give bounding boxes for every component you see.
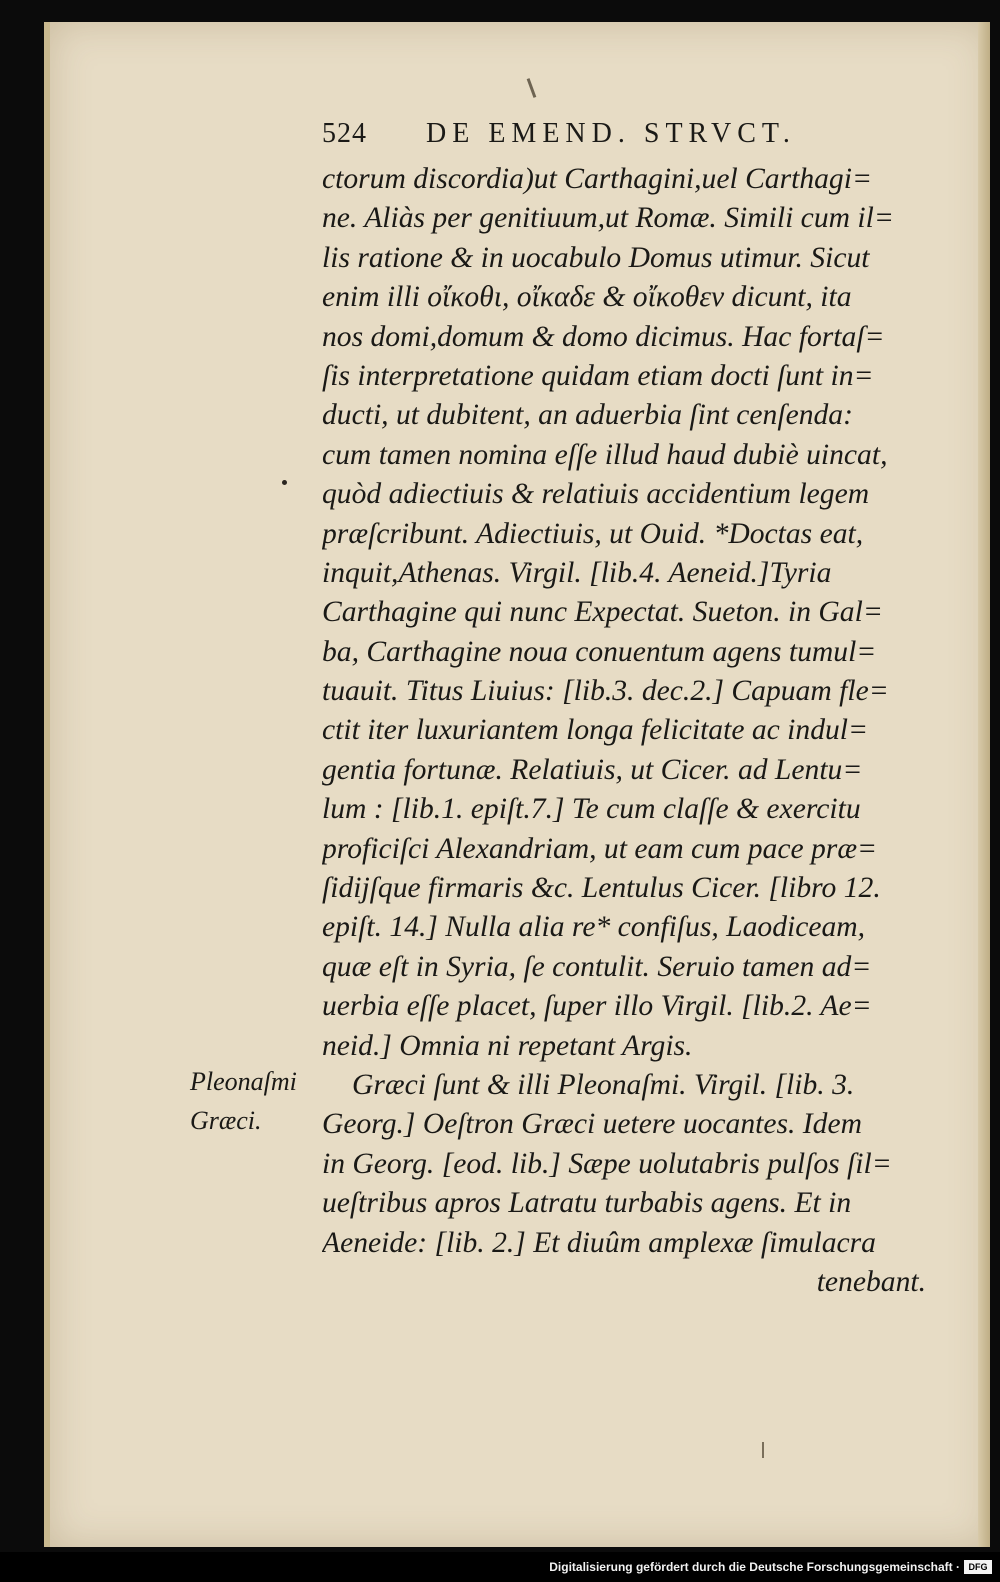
text-line: ducti, ut dubitent, an aduerbia ſint cenſenda: — [322, 399, 853, 432]
margin-dot — [282, 480, 287, 485]
text-line: gentia fortunæ. Relatiuis, ut Cicer. ad Lentu= — [322, 753, 863, 786]
funding-credit: Digitalisierung gefördert durch die Deutsche Forschungsgemeinschaft · — [549, 1560, 960, 1574]
dfg-logo: DFG — [964, 1560, 992, 1574]
text-line: Carthagine qui nunc Expectat. Sueton. in Gal= — [322, 596, 883, 629]
page-header — [322, 118, 882, 154]
margin-note-line: Græci. — [190, 1106, 262, 1136]
text-line: ſis interpretatione quidam etiam docti ſunt in= — [322, 359, 874, 392]
text-line: lis ratione & in uocabulo Domus utimur. Sicut — [322, 241, 870, 274]
text-line: cum tamen nomina eſſe illud haud dubiè uincat, — [322, 438, 888, 471]
text-line: quòd adiectiuis & relatiuis accidentium legem — [322, 478, 870, 511]
text-line: ueſtribus apros Latratu turbabis agens. Et in — [322, 1187, 852, 1220]
text-line: Aeneide: [lib. 2.] Et diuûm amplexæ ſimulacra — [322, 1226, 876, 1259]
margin-note-line: Pleonaſmi — [190, 1067, 297, 1096]
text-line: inquit,Athenas. Virgil. [lib.4. Aeneid.]Tyria — [322, 556, 832, 589]
text-line: tuauit. Titus Liuius: [lib.3. dec.2.] Capuam fle= — [322, 675, 889, 708]
text-line: in Georg. [eod. lib.] Sæpe uolutabris pulſos ſil= — [322, 1147, 892, 1180]
text-line: enim illi οἴκοθι, οἴκαδε & οἴκοθεν dicunt, ita — [322, 281, 852, 314]
text-line: uerbia eſſe placet, ſuper illo Virgil. [lib.2. Ae= — [322, 990, 872, 1023]
page-edge — [978, 22, 990, 1547]
text-line: Georg.] Oeſtron Græci uetere uocantes. Idem — [322, 1108, 862, 1141]
text-line: præſcribunt. Adiectiuis, ut Ouid. *Doctas eat, — [322, 517, 864, 550]
text-line: quæ eſt in Syria, ſe contulit. Seruio tamen ad= — [322, 950, 872, 983]
text-line: neid.] Omnia ni repetant Argis. — [322, 1029, 693, 1062]
ink-mark — [527, 78, 537, 98]
text-line: ba, Carthagine noua conuentum agens tumul= — [322, 635, 877, 668]
text-line: tenebant. — [816, 1265, 926, 1298]
running-title: DE EMEND. STRVCT. — [426, 118, 796, 149]
text-line: ctorum discordia)ut Carthagini,uel Carthagi= — [322, 163, 872, 195]
text-line: ne. Aliàs per genitiuum,ut Romæ. Simili cum il= — [322, 202, 894, 235]
text-line: nos domi,domum & domo dicimus. Hac fortaſ= — [322, 320, 885, 353]
body-text — [322, 160, 930, 1302]
text-line: proficiſci Alexandriam, ut eam cum pace præ= — [322, 832, 878, 865]
footer-bar — [0, 1552, 1000, 1582]
ink-mark — [762, 1442, 764, 1458]
text-line: ſidijſque firmaris &c. Lentulus Cicer. [libro 12. — [322, 872, 881, 905]
text-line: lum : [lib.1. epiſt.7.] Te cum claſſe & exercitu — [322, 793, 861, 826]
text-line: Græci ſunt & illi Pleonaſmi. Virgil. [lib. 3. — [352, 1068, 855, 1101]
margin-note — [190, 1062, 315, 1141]
text-line: epiſt. 14.] Nulla alia re* confiſus, Laodiceam, — [322, 911, 866, 944]
page-number: 524 — [322, 118, 367, 149]
text-line: ctit iter luxuriantem longa felicitate ac indul= — [322, 714, 868, 747]
